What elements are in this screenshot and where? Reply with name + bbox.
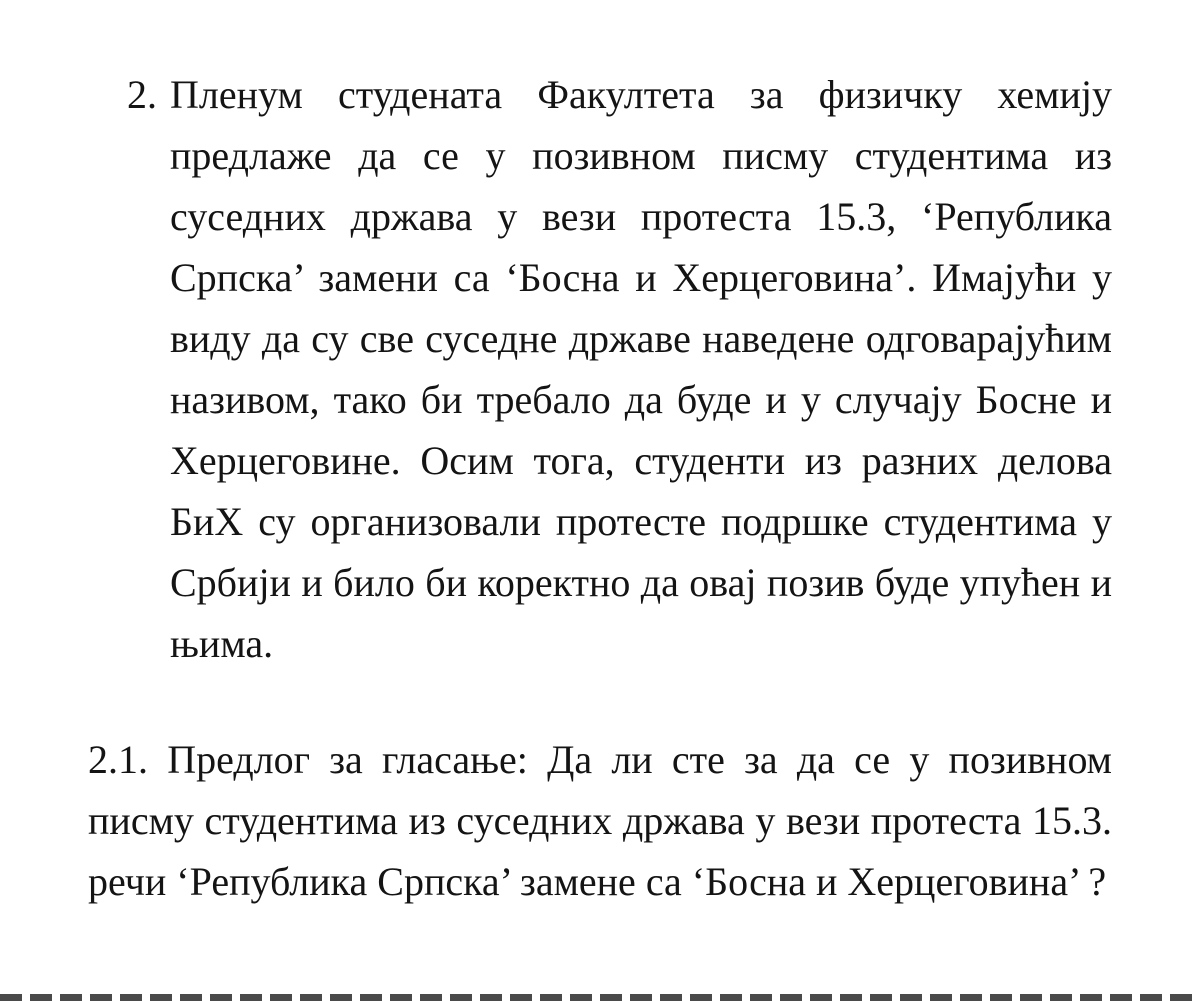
item-paragraph: Пленум студената Факултета за физичку хемију предлаже да се у позивном писму студентима из суседних држава у вези протеста 15.3, ‘Република Српска’ замени са ‘Босна и Херцеговина’. Имајући у виду да су све суседне државе наведене одговарајућим називом, тако би требало да буде и у случају Босне и Херцеговине. Осим тога, студенти из разних делова БиХ су организовали протесте подршке студентима у Србији и било би коректно да овај позив буде упућен и њима. [170,72,1112,666]
item-number: 2. [127,72,157,117]
page-bottom-edge [0,994,1200,1001]
proposal-item-2 [127,64,1112,674]
vote-proposal-paragraph: 2.1. Предлог за гласање: Да ли сте за да се у позивном писму студентима из суседних држава у вези протеста 15.3. речи ‘Република Српска’ замене са ‘Босна и Херцеговина’ ? [88,737,1112,904]
